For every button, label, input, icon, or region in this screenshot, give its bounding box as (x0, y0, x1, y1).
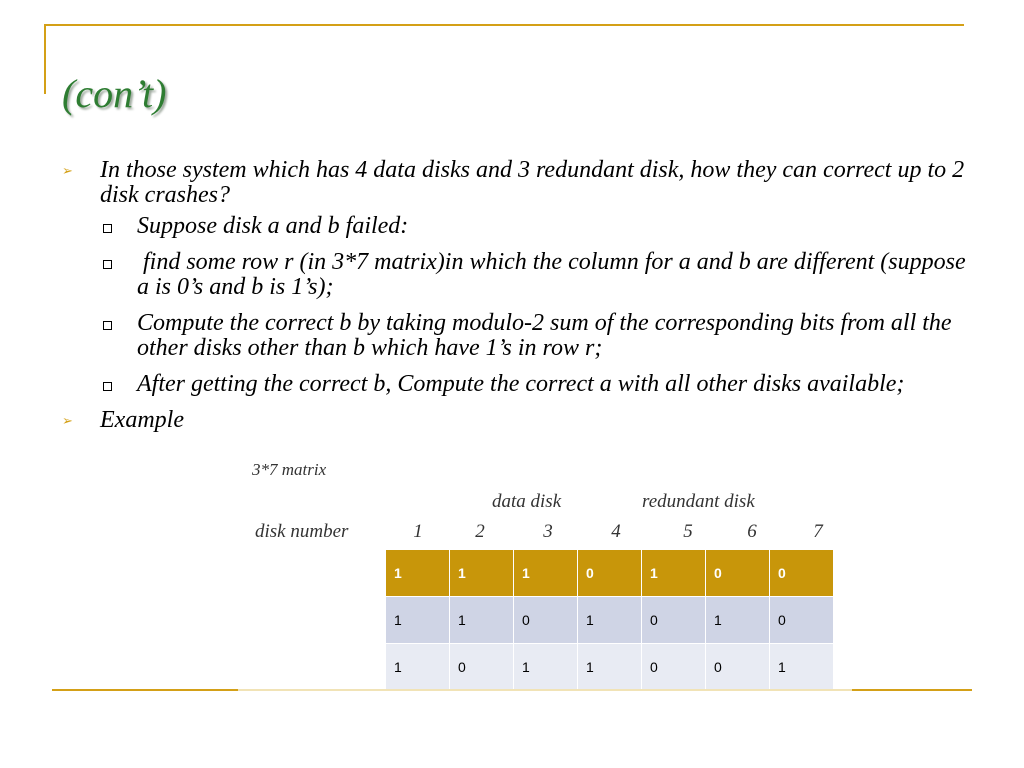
disk-number: 4 (611, 521, 621, 542)
table-cell: 1 (450, 597, 514, 644)
table-cell: 0 (770, 597, 834, 644)
table-cell: 0 (706, 550, 770, 597)
table-cell: 0 (642, 597, 706, 644)
table-cell: 1 (450, 550, 514, 597)
sub-bullet-text: Suppose disk a and b failed: (137, 213, 409, 239)
table-cell: 1 (514, 644, 578, 691)
table-cell: 0 (770, 550, 834, 597)
bullet-text: In those system which has 4 data disks and 3 redundant disk, how they can correct up to 2 disk crashes? (100, 157, 965, 208)
square-bullet-icon (103, 224, 112, 233)
arrow-bullet-icon: ➢ (62, 413, 73, 428)
disk-number: 1 (413, 521, 423, 542)
table-cell: 1 (706, 597, 770, 644)
disk-number: 6 (747, 521, 757, 542)
table-cell: 1 (386, 644, 450, 691)
table-row (386, 597, 834, 644)
bullet-text: Example (100, 407, 184, 433)
disk-number: 2 (475, 521, 485, 542)
sub-bullet-item (60, 311, 980, 361)
bottom-border-fade (238, 689, 852, 691)
top-border-line (44, 24, 964, 26)
bullet-item (60, 158, 980, 208)
table-cell: 1 (770, 644, 834, 691)
sub-bullet-text: After getting the correct b, Compute the correct a with all other disks available; (137, 371, 905, 397)
square-bullet-icon (103, 382, 112, 391)
disk-number: 3 (543, 521, 553, 542)
table-cell: 0 (514, 597, 578, 644)
table-row (386, 550, 834, 597)
slide-title: (con’t) (62, 71, 167, 116)
disk-number-label: disk number (255, 521, 349, 542)
square-bullet-icon (103, 321, 112, 330)
left-border-line (44, 24, 46, 94)
table-cell: 0 (578, 550, 642, 597)
disk-number: 5 (683, 521, 693, 542)
table-cell: 1 (386, 597, 450, 644)
slide-body (60, 158, 980, 439)
table-cell: 1 (514, 550, 578, 597)
sub-bullet-text: Compute the correct b by taking modulo-2 sum of the corresponding bits from all the other disks other than b which have 1’s in row r; (137, 310, 952, 361)
table-cell: 1 (578, 597, 642, 644)
table-cell: 1 (642, 550, 706, 597)
sub-bullet-item (60, 372, 980, 397)
square-bullet-icon (103, 260, 112, 269)
figure-caption: 3*7 matrix (252, 460, 327, 479)
redundant-disk-label: redundant disk (642, 491, 755, 512)
table-cell: 1 (578, 644, 642, 691)
table-cell: 0 (706, 644, 770, 691)
data-disk-label: data disk (492, 491, 562, 512)
sub-bullet-text: find some row r (in 3*7 matrix)in which the column for a and b are different (suppose a is 0’s and b is 1’s); (137, 249, 972, 300)
disk-matrix-table (385, 549, 834, 691)
table-cell: 0 (450, 644, 514, 691)
disk-number: 7 (813, 521, 823, 542)
table-row (386, 644, 834, 691)
table-cell: 0 (642, 644, 706, 691)
table-cell: 1 (386, 550, 450, 597)
sub-bullet-item (60, 250, 980, 300)
arrow-bullet-icon: ➢ (62, 163, 73, 178)
sub-bullet-item (60, 214, 980, 239)
bullet-item (60, 408, 980, 433)
